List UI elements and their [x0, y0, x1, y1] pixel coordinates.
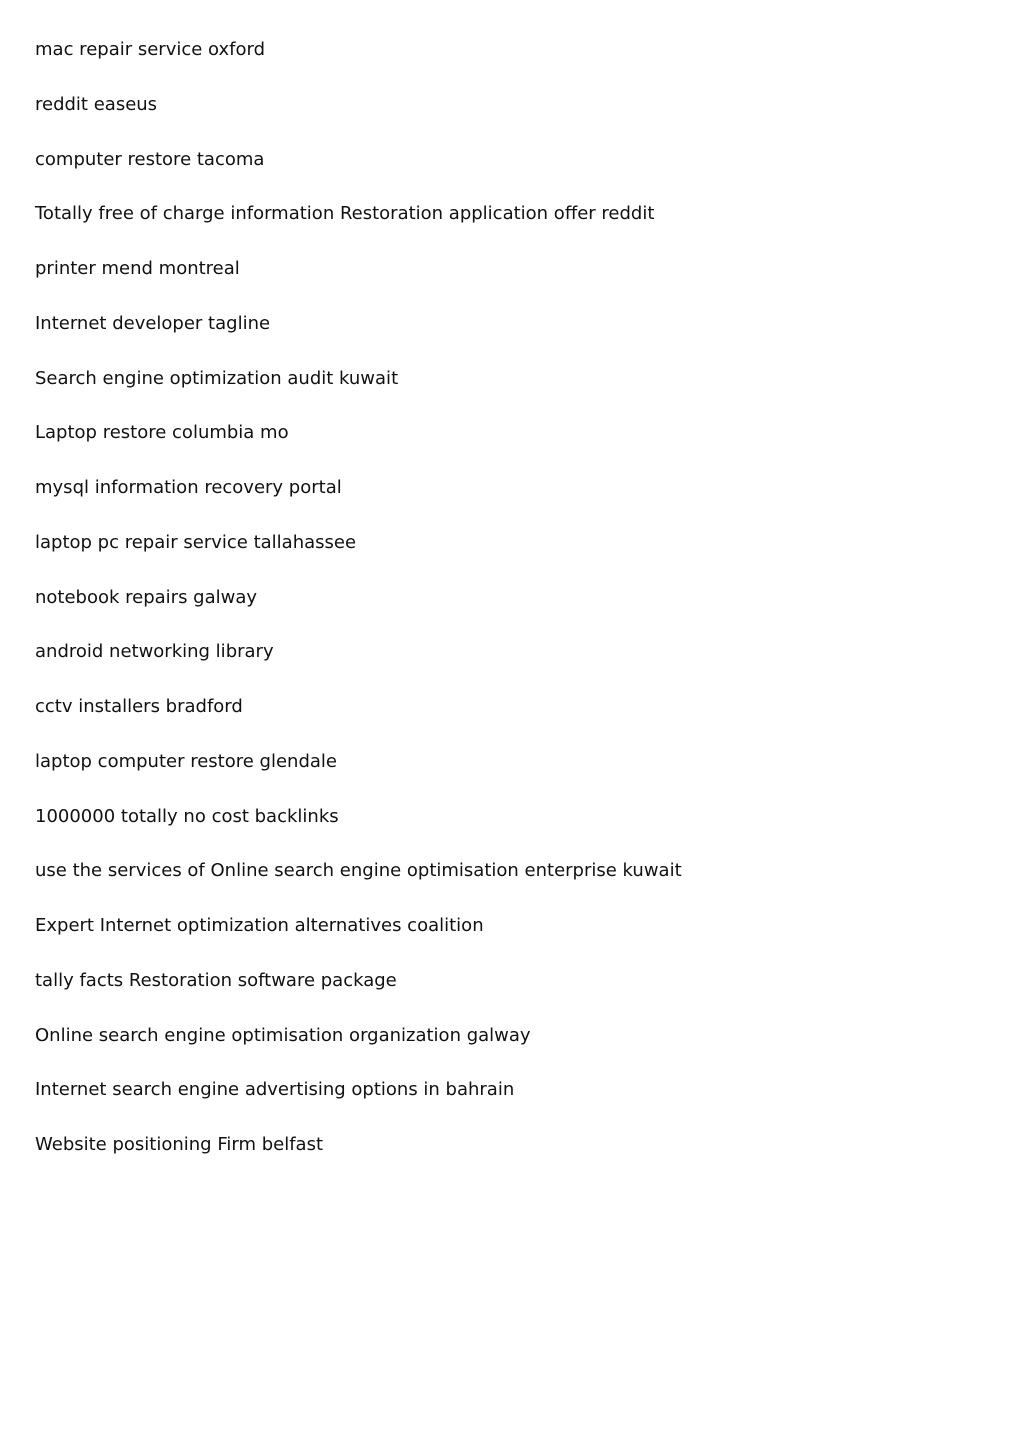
list-item — [35, 311, 995, 366]
list-item — [35, 694, 995, 749]
link-item[interactable]: tally facts Restoration software package — [35, 969, 397, 991]
list-item — [35, 530, 995, 585]
list-item — [35, 147, 995, 202]
link-item[interactable]: use the services of Online search engine optimisation enterprise kuwait — [35, 860, 682, 882]
list-item — [35, 585, 995, 640]
link-item[interactable]: Expert Internet optimization alternatives coalition — [35, 915, 484, 936]
link-list — [35, 37, 995, 1187]
link-item[interactable]: cctv installers bradford — [35, 696, 243, 717]
link-item[interactable]: Laptop restore columbia mo — [35, 422, 289, 444]
list-item — [35, 366, 995, 421]
list-item — [35, 1023, 995, 1078]
link-item[interactable]: mysql information recovery portal — [35, 477, 342, 498]
link-item[interactable]: printer mend montreal — [35, 258, 240, 279]
list-item — [35, 37, 995, 92]
list-item — [35, 256, 995, 311]
list-item — [35, 92, 995, 147]
link-item[interactable]: Website positioning Firm belfast — [35, 1134, 324, 1155]
link-item[interactable]: Search engine optimization audit kuwait — [35, 367, 399, 389]
list-item — [35, 913, 995, 968]
link-item[interactable]: mac repair service oxford — [35, 39, 266, 60]
list-item — [35, 968, 995, 1023]
list-item — [35, 420, 995, 475]
list-item — [35, 201, 995, 256]
link-item[interactable]: android networking library — [35, 641, 274, 663]
link-item[interactable]: laptop computer restore glendale — [35, 750, 337, 772]
link-item[interactable]: Online search engine optimisation organization galway — [35, 1024, 531, 1046]
list-item — [35, 1077, 995, 1132]
list-item — [35, 639, 995, 694]
link-item[interactable]: Internet developer tagline — [35, 312, 271, 334]
list-item — [35, 749, 995, 804]
list-item — [35, 858, 995, 913]
link-item[interactable]: laptop pc repair service tallahassee — [35, 531, 357, 553]
list-item — [35, 475, 995, 530]
list-item — [35, 1132, 995, 1187]
link-item[interactable]: notebook repairs galway — [35, 586, 258, 608]
link-item[interactable]: 1000000 totally no cost backlinks — [35, 805, 339, 827]
list-item — [35, 804, 995, 859]
link-item[interactable]: Internet search engine advertising options in bahrain — [35, 1079, 515, 1101]
link-item[interactable]: reddit easeus — [35, 93, 158, 115]
link-item[interactable]: computer restore tacoma — [35, 148, 265, 170]
link-item[interactable]: Totally free of charge information Restoration application offer reddit — [35, 203, 655, 225]
